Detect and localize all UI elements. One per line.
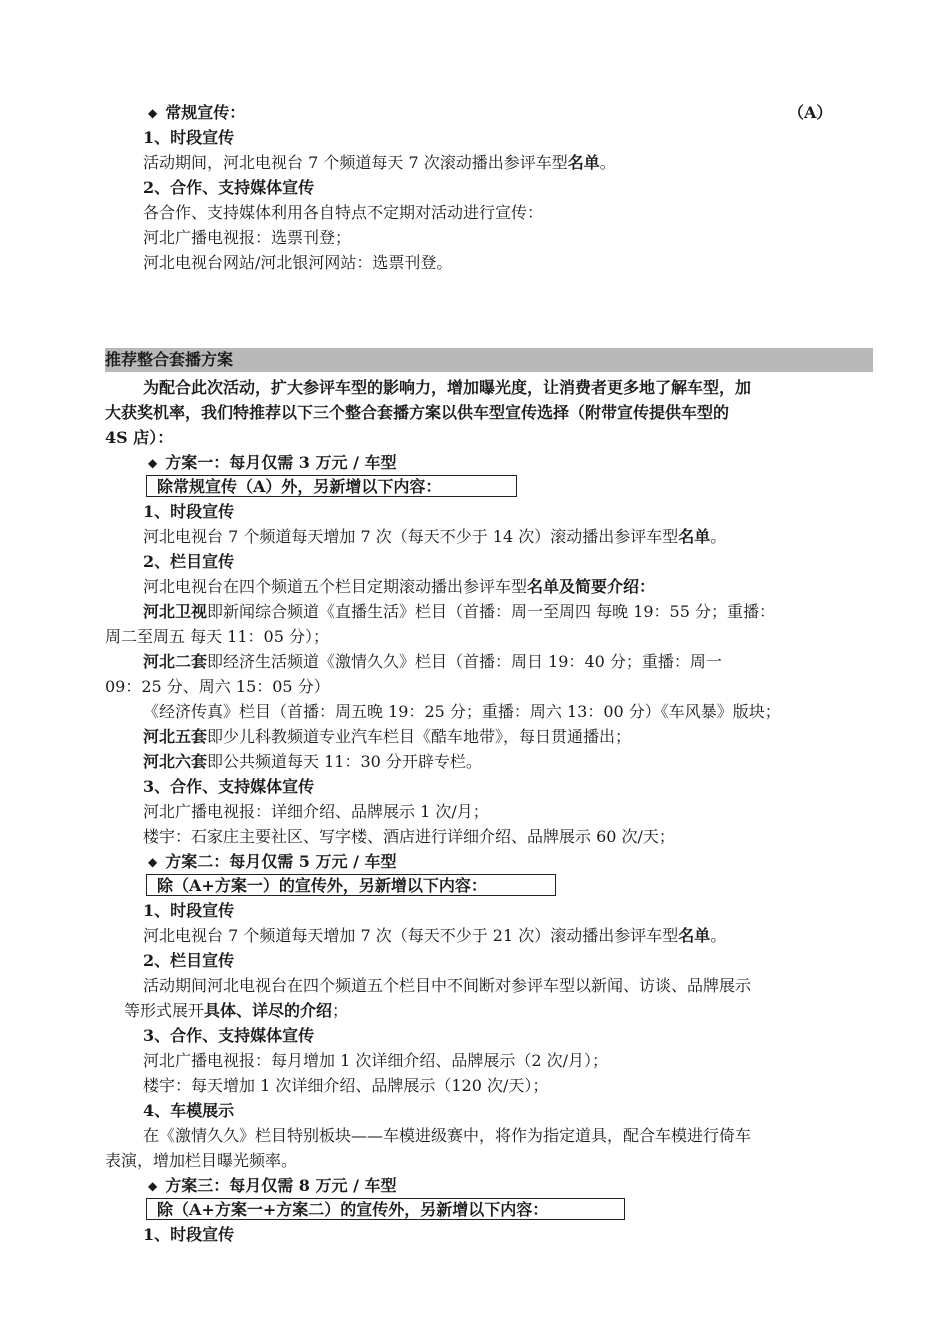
plan2-box: 除（A+方案一）的宣传外，另新增以下内容： [146,874,556,896]
regular-promo-heading: ◆ 常规宣传： [148,100,245,125]
plan1-s3-line: 河北广播电视报：详细介绍、品牌展示 1 次/月； [143,802,489,821]
plan3-box: 除（A+方案一+方案二）的宣传外，另新增以下内容： [146,1198,625,1220]
plan1-s1-line: 河北电视台 7 个频道每天增加 7 次（每天不少于 14 次）滚动播出参评车型名单。 [143,527,727,546]
section-intro-line: 大获奖机率，我们特推荐以下三个整合套播方案以供车型宣传选择（附带宣传提供车型的 [105,403,730,422]
plan2-s2-line: 活动期间河北电视台在四个频道五个栏目中不间断对参评车型以新闻、访谈、品牌展示 [143,976,752,995]
plan1-s1-title: 1、时段宣传 [143,502,235,521]
section-intro-line: 为配合此次活动，扩大参评车型的影响力，增加曝光度，让消费者更多地了解车型，加 [143,378,752,397]
top-s1-title: 1、时段宣传 [143,128,235,147]
channel-line-hebei-2b: 《经济传真》栏目（首播：周五晚 19：25 分；重播：周六 13：00 分）《车风暴》版块； [143,702,781,721]
plan1-box: 除常规宣传（A）外，另新增以下内容： [146,475,517,497]
plan2-s3-line: 楼宇：每天增加 1 次详细介绍、品牌展示（120 次/天）； [143,1076,549,1095]
top-s2-title: 2、合作、支持媒体宣传 [143,178,315,197]
regular-promo-tag: （A） [788,103,833,122]
channel-line-cont: 周二至周五 每天 11：05 分）； [105,627,329,646]
channel-line-hebei-2: 河北二套即经济生活频道《激情久久》栏目（首播：周日 19：40 分；重播：周一 [143,652,722,671]
plan3-s1-title: 1、时段宣传 [143,1225,235,1244]
plan1-s2-line: 河北电视台在四个频道五个栏目定期滚动播出参评车型名单及简要介绍： [143,577,656,596]
plan2-s1-title: 1、时段宣传 [143,901,235,920]
plan1-s3-line: 楼宇：石家庄主要社区、写字楼、酒店进行详细介绍、品牌展示 60 次/天； [143,827,675,846]
channel-line-cont: 09：25 分、周六 15：05 分） [105,677,330,696]
plan2-s2-line: 等形式展开具体、详尽的介绍； [124,1001,349,1020]
plan1-s3-title: 3、合作、支持媒体宣传 [143,777,315,796]
top-s2-line: 各合作、支持媒体利用各自特点不定期对活动进行宣传： [143,203,544,222]
section-header-bar: 推荐整合套播方案 [105,348,873,372]
channel-line-hebei-5: 河北五套即少儿科教频道专业汽车栏目《酷车地带》，每日贯通播出； [143,727,632,746]
top-s2-line: 河北广播电视报：选票刊登； [143,228,352,247]
channel-line-hebei-ws: 河北卫视即新闻综合频道《直播生活》栏目（首播：周一至周四 每晚 19：55 分；重播： [143,602,775,621]
plan2-s4-line: 在《激情久久》栏目特别板块——车模进级赛中，将作为指定道具，配合车模进行倚车 [143,1126,752,1145]
channel-line-hebei-6: 河北六套即公共频道每天 11：30 分开辟专栏。 [143,752,482,771]
plan2-s4-title: 4、车模展示 [143,1101,235,1120]
plan1-s2-title: 2、栏目宣传 [143,552,235,571]
plan2-s3-line: 河北广播电视报：每月增加 1 次详细介绍、品牌展示（2 次/月）； [143,1051,609,1070]
plan2-title: ◆ 方案二：每月仅需 5 万元 / 车型 [148,849,397,874]
plan2-s3-title: 3、合作、支持媒体宣传 [143,1026,315,1045]
section-intro-line: 4S 店）： [105,428,174,447]
top-s2-line: 河北电视台网站/河北银河网站：选票刊登。 [143,253,453,272]
top-s1-line: 活动期间，河北电视台 7 个频道每天 7 次滚动播出参评车型名单。 [143,153,616,172]
plan3-title: ◆ 方案三：每月仅需 8 万元 / 车型 [148,1173,397,1198]
plan1-title: ◆ 方案一：每月仅需 3 万元 / 车型 [148,450,397,475]
plan2-s2-title: 2、栏目宣传 [143,951,235,970]
plan2-s4-line: 表演，增加栏目曝光频率。 [105,1151,298,1170]
plan2-s1-line: 河北电视台 7 个频道每天增加 7 次（每天不少于 21 次）滚动播出参评车型名单。 [143,926,727,945]
